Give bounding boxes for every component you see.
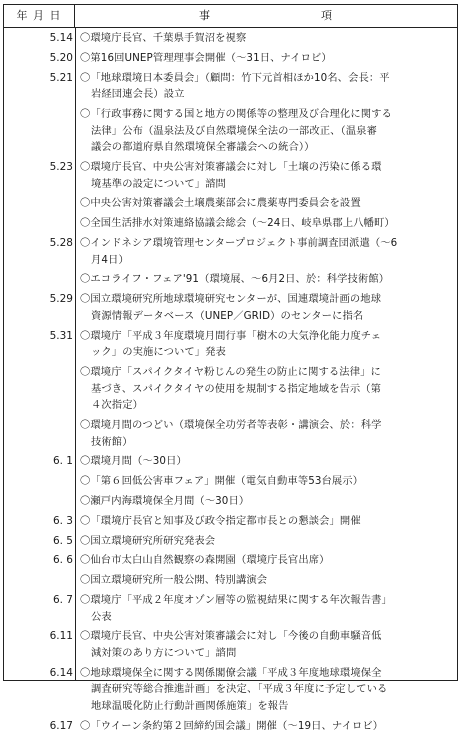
entry-text-line: 岩経団連会長）設立	[91, 88, 185, 101]
chronology-table	[3, 4, 458, 732]
entry-text-line: 〇「行政事務に関する国と地方の関係等の整理及び合理化に関する	[80, 108, 392, 120]
entry-text-line: 調査研究等総合推進計画」を決定、「平成３年度に予定している	[91, 683, 388, 696]
entry-text-line: 技術館）	[91, 435, 133, 448]
row-date: 5.29	[49, 293, 73, 306]
entry-text-line: 境基準の設定について」諮問	[91, 177, 226, 190]
entry-text-line: 公表	[91, 610, 112, 623]
entry-text-line: 〇環境庁長官、中央公害対策審議会に対し「今後の自動車騒音低	[80, 630, 382, 643]
entry-text-line: 〇国立環境研究所地球環境研究センターが、国連環境計画の地球	[80, 293, 382, 306]
row-date: 6.14	[49, 666, 73, 679]
entry-text-line: 資源情報データベース（UNEP／GRID）のセンターに指名	[91, 309, 364, 322]
entry-text-line: 〇環境庁「平成２年度オゾン層等の監視結果に関する年次報告書」	[80, 594, 392, 606]
entry-text-line: 〇インドネシア環境管理センタープロジェクト事前調査団派遣（～6	[80, 237, 398, 249]
table-header	[4, 5, 457, 28]
event-header-char: 項	[321, 9, 333, 22]
entry-text-line: ック」の実施について」発表	[91, 346, 226, 359]
entry-text-line: 〇「第６回低公害車フェア」開催（電気自動車等53台展示）	[80, 475, 364, 488]
date-column-header: 年 月 日	[4, 5, 75, 27]
entry-text-line: 〇「環境庁長官と知事及び政令指定都市長との懇談会」開催	[80, 514, 361, 527]
entry-text-line: 議会の都道府県自然環境保全審議会への統合））	[91, 141, 315, 154]
entry-text-line: 減対策のあり方について」諮問	[91, 647, 237, 659]
row-date: 6. 3	[52, 514, 73, 527]
row-date: 6. 6	[52, 554, 73, 567]
entry-text-line: 〇環境庁「平成３年度環境月間行事「樹木の大気浄化能力度チェ	[80, 329, 382, 342]
column-divider	[75, 28, 76, 680]
entry-text-line: 〇エコライフ・フェア'91（環境展、～6月2日、於：科学技術館）	[80, 273, 390, 286]
entry-text-line: 〇国立環境研究所一般公開、特別講演会	[80, 574, 268, 587]
entry-text-line: 〇環境庁「スパイクタイヤ粉じんの発生の防止に関する法律」に	[80, 366, 381, 378]
entry-text-line: 〇環境月間（～30日）	[80, 455, 187, 468]
entry-text-line: 〇環境庁長官、中央公害対策審議会に対し「土壌の汚染に係る環	[80, 161, 382, 173]
row-date: 5.14	[49, 32, 73, 44]
row-date: 6. 7	[52, 594, 73, 606]
entry-text-line: 基づき、スパイクタイヤの使用を規制する指定地域を告示（第	[91, 382, 382, 395]
row-date: 6. 5	[52, 534, 73, 547]
row-date: 5.28	[49, 237, 73, 249]
entry-text-line: 〇第16回UNEP管理理事会開催（～31日、ナイロビ）	[80, 51, 332, 64]
event-header-char: 事	[199, 9, 211, 22]
entry-text-line: 〇瀬戸内海環境保全月間（～30日）	[80, 495, 250, 507]
row-date: 6.17	[49, 719, 73, 732]
event-column-header	[75, 5, 457, 27]
entry-text-line: 〇国立環境研究所研究発表会	[80, 534, 216, 547]
entry-text-line: 〇環境庁長官、千葉県手賀沼を視察	[80, 32, 247, 44]
entry-text-line: 〇地球環境保全に関する関係閣僚会議「平成３年度地球環境保全	[80, 666, 382, 679]
entry-text-line: 月4日）	[91, 253, 129, 266]
row-date: 6. 1	[52, 455, 73, 468]
entry-text-line: 〇仙台市太白山自然観察の森開園（環境庁長官出席）	[80, 554, 330, 567]
entry-text-line: 〇全国生活排水対策連絡協議会総会（～24日、岐阜県郡上八幡町）	[80, 217, 395, 230]
entry-text-line: 〇中央公害対策審議会土壌農薬部会に農薬専門委員会を設置	[80, 197, 361, 210]
row-date: 5.31	[49, 329, 73, 342]
row-date: 5.21	[49, 71, 73, 84]
row-date: 5.20	[49, 51, 73, 64]
entry-text-line: 法律」公布（温泉法及び自然環境保全法の一部改正、（温泉審	[91, 124, 377, 137]
entry-text-line: ４次指定）	[91, 399, 143, 412]
entry-text-line: 地球温暖化防止行動計画関係施策」を報告	[91, 700, 289, 712]
entry-text-line: 〇「地球環境日本委員会」（顧問：竹下元首相ほか10名、会長：平	[80, 71, 390, 84]
entry-text-line: 〇環境月間のつどい（環境保全功労者等表彰・講演会、於：科学	[80, 419, 382, 431]
row-date: 5.23	[49, 161, 73, 173]
entry-text-line: 〇「ウイーン条約第２回締約国会議」開催（～19日、ナイロビ）	[80, 719, 384, 732]
row-date: 6.11	[49, 630, 73, 643]
